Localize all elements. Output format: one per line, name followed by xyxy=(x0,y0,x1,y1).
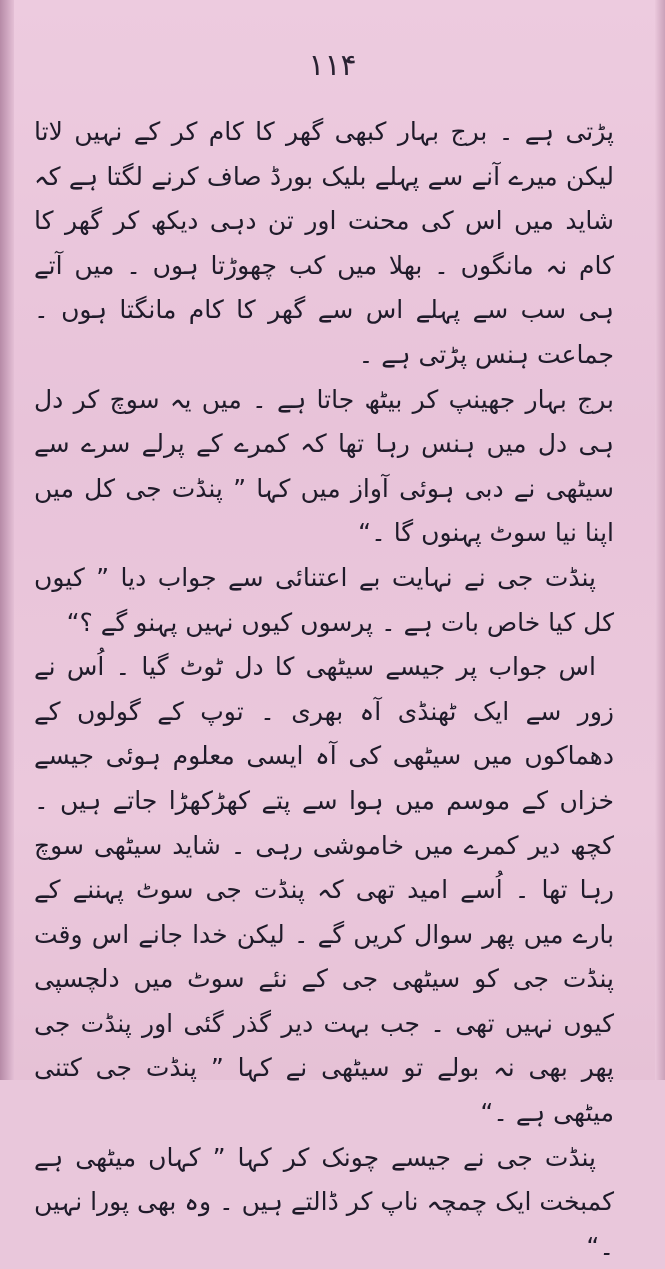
page-number: ۱۱۴ xyxy=(308,48,357,83)
paragraph: اس جواب پر جیسے سیٹھی کا دل ٹوٹ گیا ۔ اُس نے زور سے ایک ٹھنڈی آہ بھری ۔ توپ کے گولوں کے دھماکوں میں سیٹھی کی آہ ایسی معلوم ہوئی جیسے خزاں کے موسم میں ہوا سے پتے کھڑکھڑا جاتے ہیں ۔ کچھ دیر کمرے میں خاموشی رہی ۔ شاید سیٹھی سوچ رہا تھا ۔ اُسے امید تھی کہ پنڈت جی سوٹ پہننے کے بارے میں پھر سوال کریں گے ۔ لیکن خدا جانے اس وقت پنڈت جی کو سیٹھی جی کے نئے سوٹ میں دلچسپی کیوں نہیں تھی ۔ جب بہت دیر گذر گئی اور پنڈت جی پھر بھی نہ بولے تو سیٹھی نے کہا ” پنڈت جی کتنی میٹھی ہے ۔“ xyxy=(34,652,614,1128)
paragraph: پنڈت جی نے نہایت بے اعتنائی سے جواب دیا ” کیوں کل کیا خاص بات ہے ۔ پرسوں کیوں نہیں پہنو گے ؟“ xyxy=(34,562,614,637)
paragraph: پنڈت جی نے جیسے چونک کر کہا ” کہاں میٹھی ہے کمبخت ایک چمچہ ناپ کر ڈالتے ہیں ۔ وہ بھی پورا نہیں ۔“ xyxy=(34,1142,614,1261)
paragraph: پڑتی ہے ۔ برج بہار کبھی گھر کا کام کر کے نہیں لاتا لیکن میرے آنے سے پہلے بلیک بورڈ صاف کرنے لگتا ہے کہ شاید میں اس کی محنت اور تن دہی دیکھ کر گھر کا کام نہ مانگوں ۔ بھلا میں کب چھوڑتا ہوں ۔ میں آتے ہی سب سے پہلے اس سے گھر کا کام مانگتا ہوں ۔ جماعت ہنس پڑتی ہے ۔ xyxy=(34,117,614,369)
body-text xyxy=(34,110,614,1269)
paragraph: برج بہار جھینپ کر بیٹھ جاتا ہے ۔ میں یہ سوچ کر دل ہی دل میں ہنس رہا تھا کہ کمرے کے پرلے سرے سے سیٹھی نے دبی ہوئی آواز میں کہا ” پنڈت جی کل میں اپنا نیا سوٹ پہنوں گا ۔“ xyxy=(34,384,614,548)
